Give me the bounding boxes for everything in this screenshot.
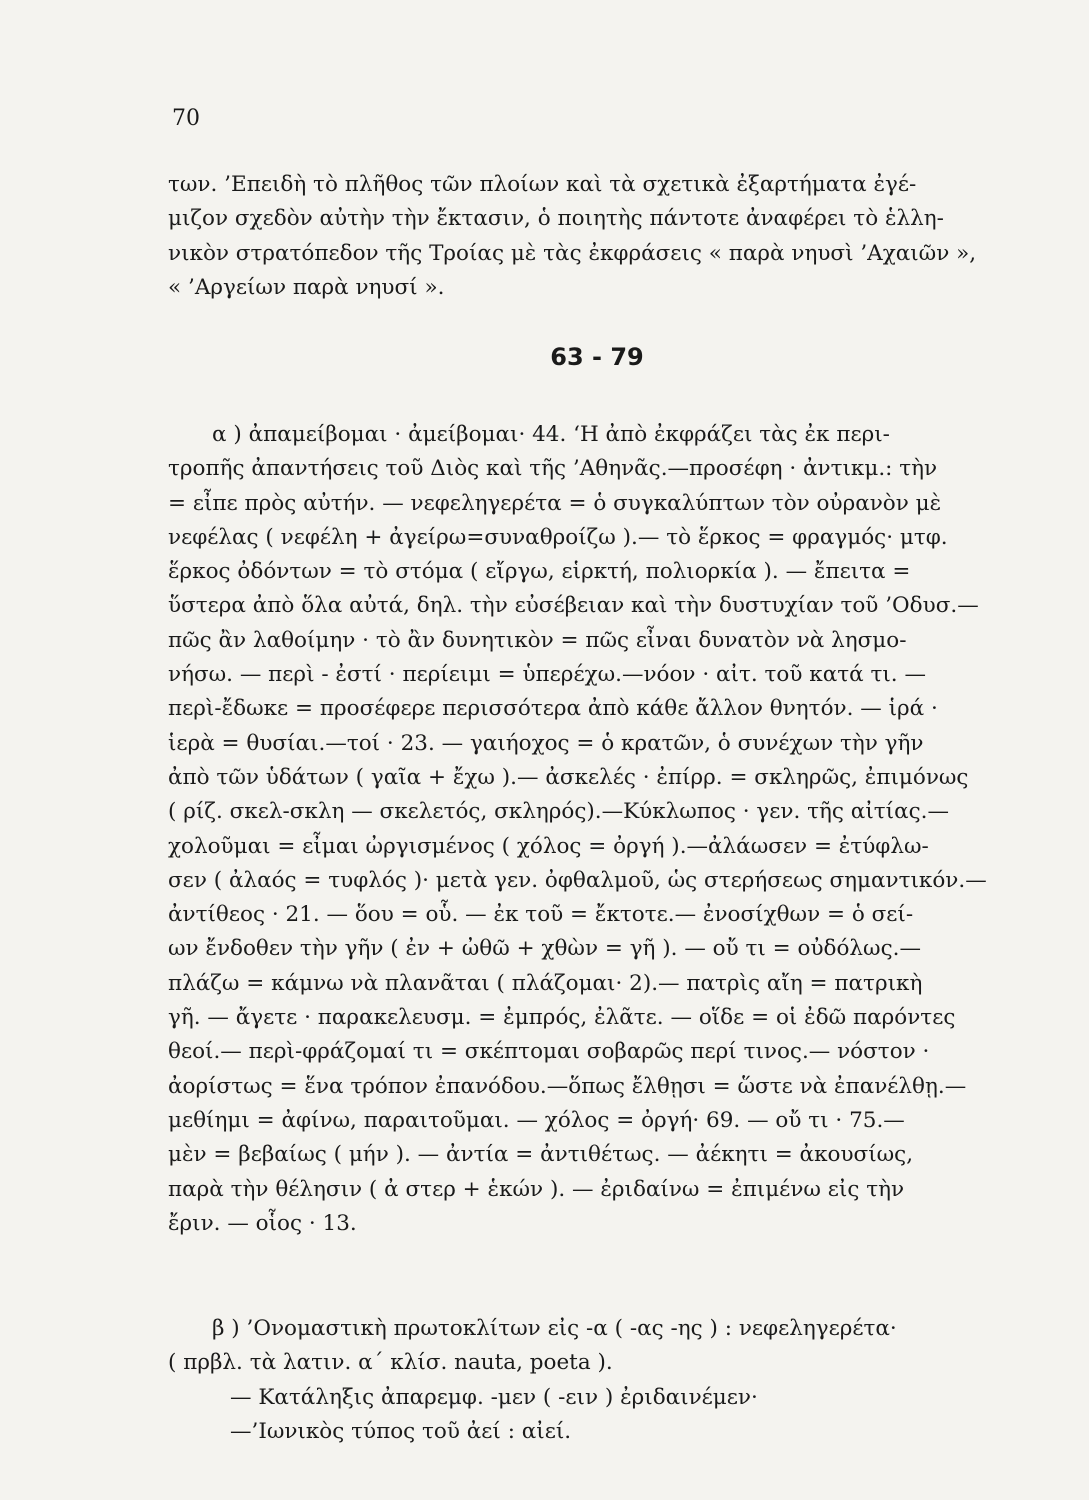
text-line: μιζον σχεδὸν αὐτὴν τὴν ἔκτασιν, ὁ ποιητὴς πάντοτε ἀναφέρει τὸ ἑλλη- (168, 206, 944, 232)
text-line: ἀπὸ τῶν ὑδάτων ( γαῖα + ἔχω ).— ἀσκελές · ἐπίρρ. = σκληρῶς, ἐπιμόνως (168, 764, 969, 790)
text-line: ἀορίστως = ἕνα τρόπον ἐπανόδου.—ὅπως ἔλθῃσι = ὥστε νὰ ἐπανέλθῃ.— (168, 1073, 967, 1099)
text-line: χολοῦμαι = εἶμαι ὠργισμένος ( χόλος = ὀργή ).—ἀλάωσεν = ἐτύφλω- (168, 833, 929, 859)
text-line: —’Ιωνικὸς τύπος τοῦ ἀεί : αἰεί. (230, 1418, 572, 1444)
text-line: ἕρκος ὀδόντων = τὸ στόμα ( εἴργω, εἱρκτή, πολιορκία ). — ἔπειτα = (168, 559, 911, 585)
text-line: νεφέλας ( νεφέλη + ἀγείρω=συναθροίζω ).— τὸ ἕρκος = φραγμός· μτφ. (168, 524, 948, 550)
text-line: ἱερὰ = θυσίαι.—τοί · 23. — γαιήοχος = ὁ κρατῶν, ὁ συνέχων τὴν γῆν (168, 730, 924, 756)
text-line: νικὸν στρατόπεδον τῆς Τροίας μὲ τὰς ἐκφράσεις « παρὰ νηυσὶ ’Αχαιῶν », (168, 240, 977, 266)
text-line: = εἶπε πρὸς αὐτήν. — νεφεληγερέτα = ὁ συγκαλύπτων τὸν οὐρανὸν μὲ (168, 490, 942, 516)
text-line: ἔριν. — οἷος · 13. (168, 1210, 357, 1236)
text-line: ἀντίθεος · 21. — ὅου = οὗ. — ἐκ τοῦ = ἔκτοτε.— ἐνοσίχθων = ὁ σεί- (168, 902, 914, 928)
text-line: πλάζω = κάμνω νὰ πλανᾶται ( πλάζομαι· 2).— πατρὶς αἴη = πατρικὴ (168, 970, 923, 996)
text-line: ὕστερα ἀπὸ ὅλα αὐτά, δηλ. τὴν εὐσέβειαν καὶ τὴν δυστυχίαν τοῦ ’Οδυσ.— (168, 593, 979, 619)
section-b-notes (168, 1312, 1026, 1449)
text-line: νήσω. — περὶ - ἐστί · περίειμι = ὑπερέχω.—νόον · αἰτ. τοῦ κατά τι. — (168, 662, 926, 688)
page-number: 70 (172, 106, 200, 131)
text-line: γῆ. — ἄγετε · παρακελευσμ. = ἐμπρός, ἐλᾶτε. — οἵδε = οἱ ἐδῶ παρόντες (168, 1005, 956, 1031)
text-line: « ’Αργείων παρὰ νηυσί ». (168, 274, 445, 300)
text-line: μεθίημι = ἀφίνω, παραιτοῦμαι. — χόλος = ὀργή· 69. — οὔ τι · 75.— (168, 1107, 905, 1133)
text-line: ( πρβλ. τὰ λατιν. α΄ κλίσ. nauta, poeta ). (168, 1350, 613, 1376)
text-line: θεοί.— περὶ-φράζομαί τι = σκέπτομαι σοβαρῶς περί τινος.— νόστον · (168, 1039, 930, 1065)
text-line: ( ρίζ. σκελ-σκλη — σκελετός, σκληρός).—Κύκλωπος · γεν. τῆς αἰτίας.— (168, 799, 949, 825)
text-line: τροπῆς ἀπαντήσεις τοῦ Διὸς καὶ τῆς ’Αθηνᾶς.—προσέφη · ἀντικμ.: τὴν (168, 456, 938, 482)
text-line: σεν ( ἀλαός = τυφλός )· μετὰ γεν. ὀφθαλμοῦ, ὡς στερήσεως σημαντικόν.— (168, 867, 987, 893)
text-line: παρὰ τὴν θέλησιν ( ἀ στερ + ἑκών ). — ἐριδαίνω = ἐπιμένω εἰς τὴν (168, 1176, 905, 1202)
text-line: των. ’Επειδὴ τὸ πλῆθος τῶν πλοίων καὶ τὰ σχετικὰ ἐξαρτήματα ἐγέ- (168, 172, 917, 197)
text-line: περὶ-ἔδωκε = προσέφερε περισσότερα ἀπὸ κάθε ἄλλον θνητόν. — ἱρά · (168, 696, 938, 722)
section-heading: 63 - 79 (550, 343, 644, 371)
text-line: — Κατάληξις ἀπαρεμφ. -μεν ( -ειν ) ἐριδαινέμεν· (230, 1384, 758, 1410)
text-line: μὲν = βεβαίως ( μήν ). — ἀντία = ἀντιθέτως. — ἀέκητι = ἀκουσίως, (168, 1142, 914, 1168)
text-line: ων ἔνδοθεν τὴν γῆν ( ἐν + ὠθῶ + χθὼν = γῆ ). — οὔ τι = οὐδόλως.— (168, 936, 921, 962)
text-line: α ) ἀπαμείβομαι · ἀμείβομαι· 44. ‘Η ἀπὸ ἐκφράζει τὰς ἐκ περι- (212, 422, 890, 447)
text-line: πῶς ἂν λαθοίμην · τὸ ἂν δυνητικὸν = πῶς εἶναι δυνατὸν νὰ λησμο- (168, 627, 907, 653)
section-a-notes (168, 418, 1026, 1241)
text-line: β ) ’Ονομαστικὴ πρωτοκλίτων εἰς -α ( -ας -ης ) : νεφεληγερέτα· (212, 1316, 897, 1341)
intro-paragraph (168, 168, 1026, 305)
